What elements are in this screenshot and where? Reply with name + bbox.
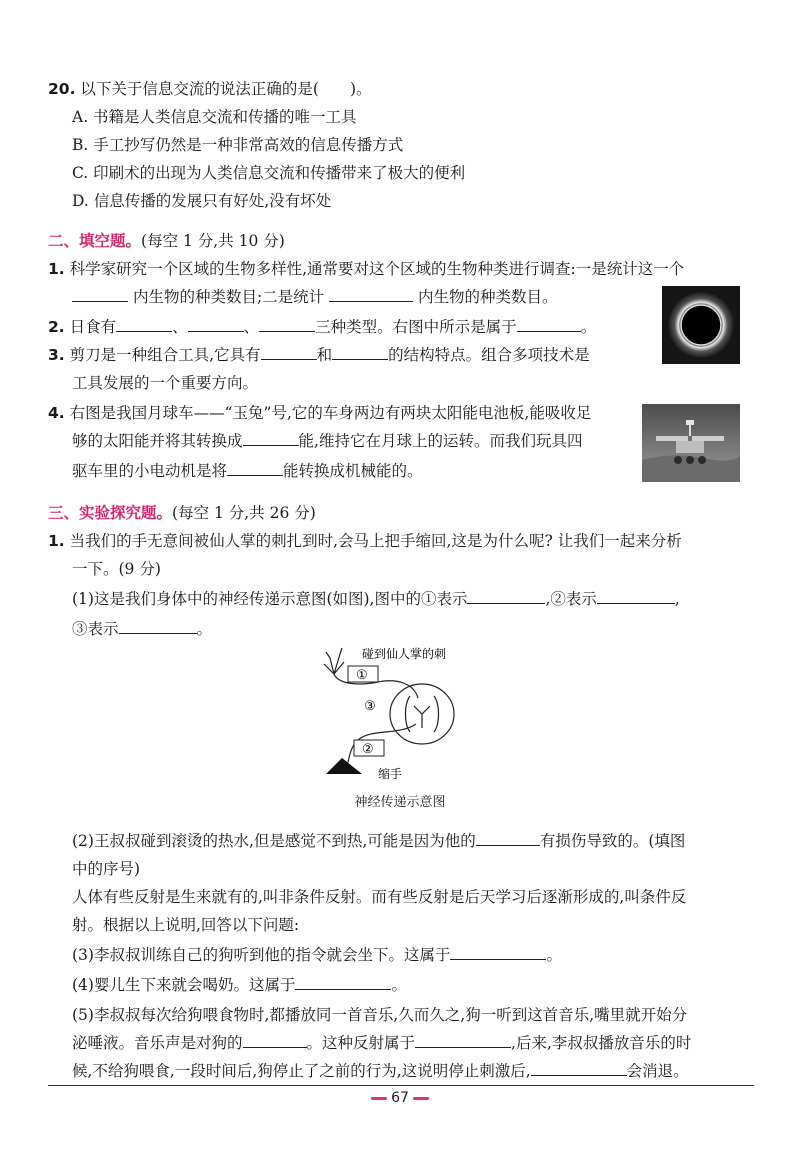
q20-option-a: A. 书籍是人类信息交流和传播的唯一工具 [72,108,357,126]
footer-rule [48,1085,754,1086]
s3q1-sub4 [72,974,800,996]
s3q1-sub1-text-b: ,②表示 [545,590,597,608]
answer-blank[interactable] [517,317,581,332]
question-number: 1. [48,260,65,278]
s2q3-text-c: 的结构特点。组合多项技术是 [388,346,590,364]
question-number: 3. [48,346,65,364]
s2q4-text-d: 能转换成机械能的。 [283,462,423,480]
s2q1-text1: 科学家研究一个区域的生物多样性,通常要对这个区域的生物种类进行调查:一是统计这一个 [69,260,685,278]
q20-option-c: C. 印刷术的出现为人类信息交流和传播带来了极大的便利 [72,164,466,182]
nerve-transmission-diagram [318,644,488,794]
answer-blank[interactable] [188,317,244,332]
s2q3-line2: 工具发展的一个重要方向。 [72,374,259,392]
s2q2-text-a: 日食有 [69,318,117,336]
s3q1-sub5-text-f: 会消退。 [626,1062,689,1080]
diagram-mark-1: ① [356,668,368,683]
section2-header [48,230,800,252]
diagram-mark-2: ② [362,742,374,757]
answer-blank[interactable] [261,345,317,360]
s3q1-sub2-text-a: (2)王叔叔碰到滚烫的热水,但是感觉不到热,可能是因为他的 [72,832,476,850]
s2q2-sep2: 、 [243,318,260,336]
s2q1-text2: 内生物的种类数目;二是统计 [132,288,325,306]
s3q1-para1: 人体有些反射是生来就有的,叫非条件反射。而有些反射是后天学习后逐渐形成的,叫条件反 [72,888,687,906]
section3-header [48,502,800,524]
s2q4-text1: 右图是我国月球车——“玉兔”号,它的车身两边有两块太阳能电池板,能吸收足 [69,404,592,422]
s2q2-text-b: 三种类型。右图中所示是属于 [315,318,517,336]
s3q1-sub5-text-c: 。这种反射属于 [306,1034,416,1052]
diagram-label-bottom: 缩手 [378,767,403,781]
answer-blank[interactable] [329,287,413,302]
s2q2-text-c: 。 [580,318,597,336]
q20-stem-line [48,78,800,100]
s3q1-sub5-text-d: ,后来,李叔叔播放音乐的时 [511,1034,692,1052]
section3-title: 三、实验探究题。 [48,504,173,522]
s3q1-sub1-cont [72,618,800,640]
s3q1-sub5-text-e: 候,不给狗喂食,一段时间后,狗停止了之前的行为,这说明停止刺激后, [72,1062,531,1080]
answer-blank[interactable] [116,317,172,332]
page-number-dash [371,1097,387,1100]
answer-blank[interactable] [332,345,388,360]
answer-blank[interactable] [72,287,128,302]
s3q1-sub4-text-b: 。 [391,976,407,994]
answer-blank[interactable] [415,1033,511,1048]
s2q3-text-a: 剪刀是一种组合工具,它具有 [69,346,261,364]
answer-blank[interactable] [450,945,546,960]
s3q1-sub3-text-b: 。 [546,946,562,964]
s3q1-sub5-text-b: 泌唾液。音乐声是对狗的 [72,1034,243,1052]
s2q4-text-b: 能,维持它在月球上的运转。而我们玩具四 [298,432,583,450]
s3q1-para2: 射。根据以上说明,回答以下问题: [72,916,300,934]
s2q3-text-b: 和 [316,346,333,364]
answer-blank[interactable] [597,589,675,604]
q20-option-b: B. 手工抄写仍然是一种非常高效的信息传播方式 [72,136,404,154]
s3q1-text1: 当我们的手无意间被仙人掌的刺扎到时,会马上把手缩回,这是为什么呢? 让我们一起来分析 [69,532,682,550]
s3q1-sub1-text-a: (1)这是我们身体中的神经传递示意图(如图),图中的①表示 [72,590,468,608]
answer-blank[interactable] [467,589,545,604]
q20-option-d: D. 信息传播的发展只有好处,没有坏处 [72,192,332,210]
s3q1-sub3 [72,944,800,966]
s2q1-line1 [48,258,800,280]
answer-blank[interactable] [531,1061,627,1076]
question-number: 1. [48,532,65,550]
s3q1-sub5-line3 [72,1060,800,1082]
s2q4-text-a: 够的太阳能并将其转换成 [72,432,243,450]
s3q1-sub3-text-a: (3)李叔叔训练自己的狗听到他的指令就会坐下。这属于 [72,946,451,964]
solar-eclipse-photo [662,286,740,364]
s3q1-sub4-text-a: (4)婴儿生下来就会喝奶。这属于 [72,976,296,994]
diagram-caption: 神经传递示意图 [354,795,446,810]
diagram-mark-3: ③ [364,699,376,714]
s3q1-sub1-text-c: , [674,590,680,608]
s3q1-line2: 一下。(9 分) [72,560,161,578]
s3q1-sub1-text-d: ③表示 [72,620,119,638]
diagram-label-top: 碰到仙人掌的刺 [362,647,447,661]
section3-note: (每空 1 分,共 26 分) [172,504,316,522]
s3q1-sub5-line2 [72,1032,800,1054]
s3q1-sub2-cont: 中的序号) [72,860,141,878]
page-number-dash [413,1097,429,1100]
s2q4-text-c: 驱车里的小电动机是将 [72,462,228,480]
answer-blank[interactable] [119,619,197,634]
q20-stem: 以下关于信息交流的说法正确的是( )。 [80,80,372,98]
section2-note: (每空 1 分,共 10 分) [141,232,285,250]
s3q1-line1 [48,530,800,552]
lunar-rover-photo [642,404,740,482]
question-number: 4. [48,404,65,422]
answer-blank[interactable] [227,461,283,476]
question-number: 2. [48,318,65,336]
answer-blank[interactable] [259,317,315,332]
page-number [0,1090,800,1106]
s2q2-sep1: 、 [172,318,188,336]
s3q1-sub2 [72,830,800,852]
s2q1-text3: 内生物的种类数目。 [418,288,558,306]
page-number-text: 67 [391,1090,409,1106]
answer-blank[interactable] [243,1033,307,1048]
s3q1-sub1-text-e: 。 [196,620,213,638]
s3q1-sub5: (5)李叔叔每次给狗喂食物时,都播放同一首音乐,久而久之,狗一听到这首音乐,嘴里就开始分 [72,1006,688,1024]
answer-blank[interactable] [476,831,540,846]
s3q1-sub1 [72,588,800,610]
section2-title: 二、填空题。 [48,232,142,250]
answer-blank[interactable] [243,431,299,446]
answer-blank[interactable] [295,975,391,990]
question-number: 20. [48,80,76,98]
s3q1-sub2-text-b: 有损伤导致的。(填图 [539,832,686,850]
